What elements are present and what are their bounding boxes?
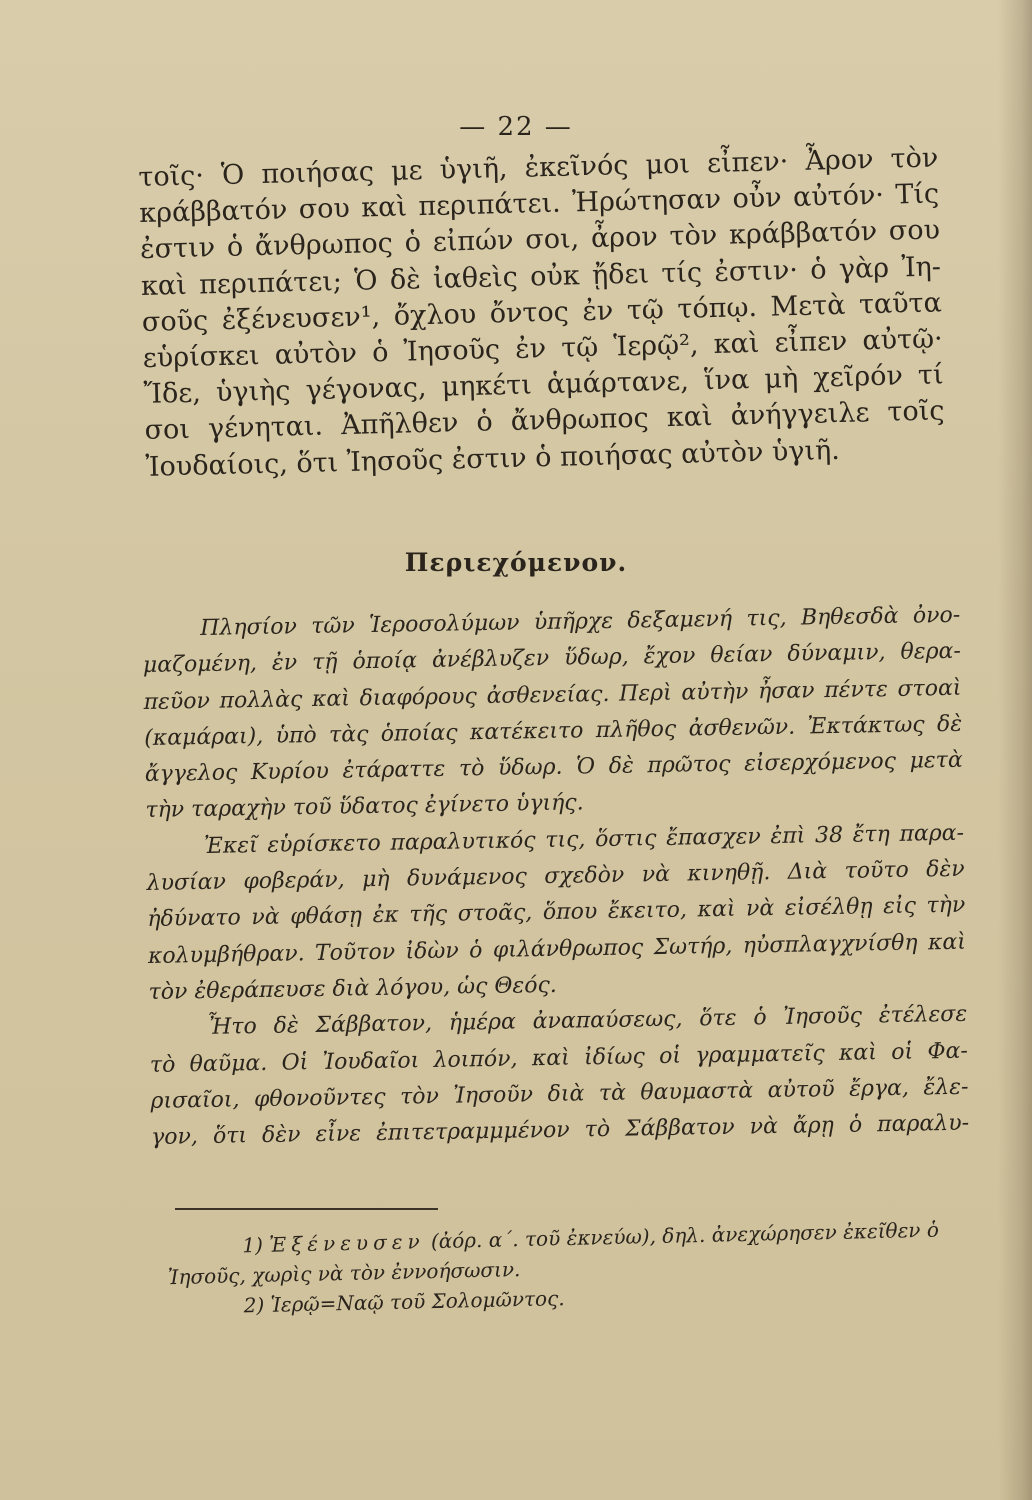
top-text-block	[138, 140, 946, 485]
text-line: γον, ὅτι δὲν εἶνε ἐπιτετραμμμένον τὸ Σάββατον νὰ ἄρῃ ὁ παραλυ-	[150, 1110, 970, 1151]
text-line: σοι γένηται. Ἀπῆλθεν ὁ ἄνθρωπος καὶ ἀνήγγειλε τοῖς	[144, 395, 945, 447]
text-line: μαζομένη, ἐν τῇ ὁποίᾳ ἀνέβλυζεν ὕδωρ, ἔχον θείαν δύναμιν, θερα-	[142, 639, 962, 679]
text-line: ἐστιν ὁ ἄνθρωπος ὁ εἰπών σοι, ἆρον τὸν κράββατόν σου	[139, 214, 941, 266]
text-line: Ἐκεῖ εὑρίσκετο παραλυτικός τις, ὅστις ἔπασχεν ἐπὶ 38 ἔτη παρα-	[203, 820, 965, 859]
text-line: ἠδύνατο νὰ φθάσῃ ἐκ τῆς στοᾶς, ὅπου ἔκειτο, καὶ νὰ εἰσέλθῃ εἰς τὴν	[147, 893, 966, 933]
text-line: κολυμβήθραν. Τοῦτον ἰδὼν ὁ φιλάνθρωπος Σωτήρ, ηὐσπλαγχνίσθη καὶ	[147, 929, 967, 969]
text-line: σοῦς ἐξένευσεν¹, ὄχλου ὄντος ἐν τῷ τόπῳ. Μετὰ ταῦτα	[141, 287, 943, 338]
text-line: τὸ θαῦμα. Οἱ Ἰουδαῖοι λοιπόν, καὶ ἰδίως οἱ γραμματεῖς καὶ οἱ Φα-	[149, 1038, 969, 1078]
footnote-term: Ἐξένευσεν	[268, 1229, 425, 1257]
text-line: εὑρίσκει αὐτὸν ὁ Ἰησοῦς ἐν τῷ Ἱερῷ², καὶ εἶπεν αὐτῷ·	[142, 323, 943, 374]
footnote-2: 2) Ἱερῷ=Ναῷ τοῦ Σολομῶντος.	[243, 1286, 565, 1318]
section-heading: Περιεχόμενον.	[404, 548, 628, 577]
footnote-1-continued: Ἰησοῦς, χωρὶς νὰ τὸν ἐννοήσωσιν.	[167, 1257, 521, 1290]
footnote-marker: 1)	[242, 1232, 264, 1258]
text-line: ἄγγελος Κυρίου ἐτάραττε τὸ ὕδωρ. Ὁ δὲ πρῶτος εἰσερχόμενος μετὰ	[144, 747, 963, 788]
text-line: Ἴδε, ὑγιὴς γέγονας, μηκέτι ἁμάρτανε, ἵνα μὴ χεῖρόν τί	[143, 359, 944, 411]
text-line: πεῦον πολλὰς καὶ διαφόρους ἀσθενείας. Περὶ αὐτὴν ἦσαν πέντε στοαὶ	[143, 675, 962, 715]
body-text-block	[142, 598, 969, 1157]
footnote-text: (ἀόρ. α΄. τοῦ ἐκνεύω), δηλ. ἀνεχώρησεν ἐκεῖθεν ὁ	[430, 1217, 940, 1254]
footnotes-block	[167, 1214, 974, 1322]
text-line: τὸν ἐθεράπευσε διὰ λόγου, ὡς Θεός.	[148, 972, 557, 1005]
text-line: λυσίαν φοβεράν, μὴ δυνάμενος σχεδὸν νὰ κινηθῇ. Διὰ τοῦτο δὲν	[146, 856, 965, 897]
text-line: Πλησίον τῶν Ἱεροσολύμων ὑπῆρχε δεξαμενή τις, Βηθεσδὰ ὀνο-	[200, 602, 961, 641]
paragraph	[149, 997, 969, 1156]
text-line: (καμάραι), ὑπὸ τὰς ὁποίας κατέκειτο πλῆθος ἀσθενῶν. Ἐκτάκτως δὲ	[143, 711, 963, 751]
text-line: τοῖς· Ὁ ποιήσας με ὑγιῆ, ἐκεῖνός μοι εἶπεν· Ἆρον τὸν	[138, 142, 939, 193]
text-line: ρισαῖοι, φθονοῦντες τὸν Ἰησοῦν διὰ τὰ θαυμαστὰ αὐτοῦ ἔργα, ἔλε-	[150, 1074, 969, 1114]
page-edge-shadow	[998, 0, 1032, 1500]
paragraph	[142, 598, 964, 830]
paragraph	[146, 815, 967, 1011]
text-line: Ἦτο δὲ Σάββατον, ἡμέρα ἀναπαύσεως, ὅτε ὁ Ἰησοῦς ἐτέλεσε	[207, 1001, 968, 1041]
text-line: καὶ περιπάτει; Ὁ δὲ ἰαθεὶς οὐκ ᾔδει τίς ἐστιν· ὁ γὰρ Ἰη-	[140, 251, 942, 302]
text-line: τὴν ταραχὴν τοῦ ὕδατος ἐγίνετο ὑγιής.	[145, 790, 584, 824]
footnote-divider	[175, 1208, 438, 1210]
text-line: Ἰουδαίοις, ὅτι Ἰησοῦς ἐστιν ὁ ποιήσας αὐτὸν ὑγιῆ.	[145, 434, 841, 483]
text-line: κράββατόν σου καὶ περιπάτει. Ἠρώτησαν οὖν αὐτόν· Τίς	[138, 178, 940, 230]
page-number: — 22 —	[459, 112, 573, 142]
